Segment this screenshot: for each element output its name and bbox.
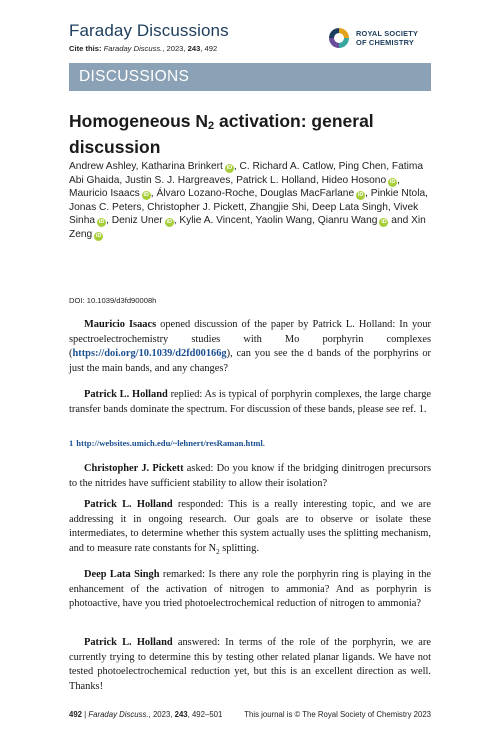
- orcid-icon[interactable]: iD: [98, 219, 105, 226]
- rsc-wordmark: [356, 29, 418, 47]
- author-separator: ,: [173, 215, 180, 227]
- author-name[interactable]: Mauricio Isaacs: [69, 188, 140, 200]
- author-name[interactable]: Patrick L. Holland: [236, 174, 316, 186]
- paragraph-text: remarked: Is there any role the porphyrin ring is playing in the enhancement of the activation of nitrogen to ammonia? And as porphyrin is photoactive, have you tried photoelectrochemical reduction of nitrogen to ammonia?: [69, 569, 432, 609]
- cite-label: Cite this:: [69, 44, 102, 53]
- speaker: Christopher J. Pickett: [84, 463, 184, 474]
- author-name[interactable]: Kylie A. Vincent: [179, 215, 250, 227]
- orcid-icon[interactable]: iD: [357, 192, 364, 199]
- author-name[interactable]: Deep Lata Singh: [311, 201, 388, 213]
- author-separator: ,: [230, 174, 237, 186]
- paragraph-1: [69, 318, 431, 376]
- speaker: Patrick L. Holland: [84, 499, 173, 510]
- orcid-icon[interactable]: iD: [389, 178, 396, 185]
- page-number: 492: [69, 710, 83, 719]
- author-name[interactable]: Ping Chen: [338, 161, 387, 172]
- footer-separator: |: [82, 710, 89, 719]
- speaker: Patrick L. Holland: [84, 637, 173, 648]
- doi-link[interactable]: https://doi.org/10.1039/d2fd00166g: [72, 348, 227, 359]
- reference-link[interactable]: http://websites.umich.edu/~lehnert/resRaman.html.: [76, 438, 265, 448]
- paragraph-text: opened discussion of the paper by Patrick L. Holland: In your spectroelectrochemistry studies with Mo porphyrin complexes (: [69, 319, 431, 359]
- author-separator: ,: [249, 215, 256, 227]
- orcid-icon[interactable]: iD: [381, 219, 387, 226]
- rsc-logo-icon: [327, 26, 351, 50]
- cite-volume: 243: [187, 44, 201, 53]
- author-name[interactable]: Deniz Uner: [111, 215, 163, 227]
- speaker: Mauricio Isaacs: [84, 319, 157, 330]
- author-separator: ,: [150, 188, 157, 200]
- author-list: [69, 160, 439, 242]
- author-name[interactable]: Álvaro Lozano-Roche: [156, 188, 255, 200]
- subscript: 2: [216, 547, 220, 556]
- author-separator: ,: [365, 188, 371, 200]
- paragraph-6: [69, 636, 431, 694]
- speaker: Patrick L. Holland: [84, 389, 168, 400]
- citation-line: [69, 44, 217, 53]
- section-label: DISCUSSIONS: [79, 68, 190, 85]
- author-name[interactable]: Justin S. J. Hargreaves: [125, 174, 231, 186]
- author-name[interactable]: Katharina Brinkert: [141, 161, 223, 172]
- section-banner: [69, 63, 431, 91]
- author-name[interactable]: C. Richard A. Catlow: [239, 161, 333, 172]
- author-name[interactable]: Yaolin Wang: [255, 215, 313, 227]
- paragraph-2: [69, 388, 431, 417]
- paragraph-text: asked: Do you know if the bridging dinitrogen precursors to the nitrides have sufficient stability to allow their isolation?: [69, 463, 432, 489]
- author-name[interactable]: Vivek Sinha: [69, 201, 419, 227]
- author-separator: ,: [141, 201, 148, 213]
- author-separator: ,: [135, 161, 142, 172]
- footer-copyright: This journal is © The Royal Society of Chemistry 2023: [244, 710, 431, 719]
- paragraph-3: [69, 462, 431, 491]
- author-name[interactable]: Jonas C. Peters: [69, 201, 142, 213]
- footer-pages: , 492–501: [187, 710, 223, 719]
- author-name[interactable]: Hideo Hosono: [321, 174, 387, 186]
- author-name[interactable]: Pinkie Ntola: [370, 188, 426, 200]
- cite-pages: , 492: [200, 44, 218, 53]
- paragraph-text: ), can you see the d bands of the porphyrins or just the main bands, and any changes?: [69, 348, 431, 374]
- paragraph-text: answered: In terms of the role of the porphyrin, we are currently trying to determine this by testing other related planar ligands. We have not tested photoelectrochemical reduction yet, but this is an excellent direction as well. Thanks!: [69, 637, 431, 692]
- speaker: Deep Lata Singh: [84, 569, 160, 580]
- author-separator: ,: [243, 201, 250, 213]
- paragraph-text: responded: This is a really interesting topic, and we are addressing it in ongoing research. Our goals are to observe or isolate these intermediates, to determine whether this system actually uses the splitting mechanism, and to measure rate constants for N: [69, 499, 431, 554]
- orcid-icon[interactable]: iD: [143, 192, 150, 199]
- cite-journal: Faraday Discuss.: [103, 44, 163, 53]
- footer-citation: [69, 710, 222, 719]
- author-separator: ,: [387, 201, 394, 213]
- orcid-icon[interactable]: iD: [95, 232, 102, 239]
- author-name[interactable]: and Xin Zeng: [69, 215, 426, 240]
- author-separator: ,: [315, 174, 322, 186]
- title-part1: Homogeneous N: [69, 111, 209, 131]
- author-name[interactable]: Andrew Ashley: [69, 161, 136, 172]
- orcid-icon[interactable]: iD: [166, 219, 172, 226]
- rsc-logo: [327, 26, 437, 54]
- doi: DOI: 10.1039/d3fd90008h: [69, 296, 157, 305]
- author-name[interactable]: Fatima Abi Ghaida: [69, 161, 424, 186]
- author-separator: ,: [233, 161, 240, 172]
- title-part2: activation: general discussion: [69, 111, 374, 157]
- author-separator: ,: [106, 215, 112, 227]
- article-title: [69, 111, 439, 158]
- paragraph-text: replied: As is typical of porphyrin complexes, the large charge transfer bands dominate the spectrum. For discussion of these bands, please see ref. 1.: [69, 389, 431, 415]
- paragraph-4: [69, 498, 431, 559]
- footer-volume: 243: [174, 710, 188, 719]
- title-subscript: 2: [208, 120, 215, 132]
- rsc-wordmark-line2: OF CHEMISTRY: [356, 38, 414, 48]
- author-separator: ,: [312, 215, 318, 227]
- author-name[interactable]: Qianru Wang: [317, 215, 378, 227]
- reference-1: [69, 437, 431, 449]
- author-name[interactable]: Zhangjie Shi: [249, 201, 307, 213]
- author-separator: ,: [332, 161, 339, 172]
- paragraph-text: splitting.: [219, 542, 259, 554]
- author-separator: ,: [119, 174, 126, 186]
- author-separator: ,: [425, 188, 428, 200]
- author-separator: ,: [386, 161, 392, 172]
- journal-title: Faraday Discussions: [69, 21, 229, 40]
- orcid-icon[interactable]: iD: [226, 165, 233, 171]
- paragraph-5: [69, 568, 431, 612]
- author-name[interactable]: Douglas MacFarlane: [260, 188, 355, 200]
- footer-journal: Faraday Discuss.: [88, 710, 149, 719]
- rsc-wordmark-line1: ROYAL SOCIETY: [356, 29, 419, 38]
- author-separator: ,: [306, 201, 312, 213]
- author-name[interactable]: Christopher J. Pickett: [147, 201, 244, 213]
- footer-year: , 2023,: [148, 710, 175, 719]
- author-separator: ,: [254, 188, 261, 200]
- reference-number: 1: [69, 438, 74, 448]
- cite-year: , 2023,: [162, 44, 188, 53]
- author-separator: ,: [397, 174, 400, 186]
